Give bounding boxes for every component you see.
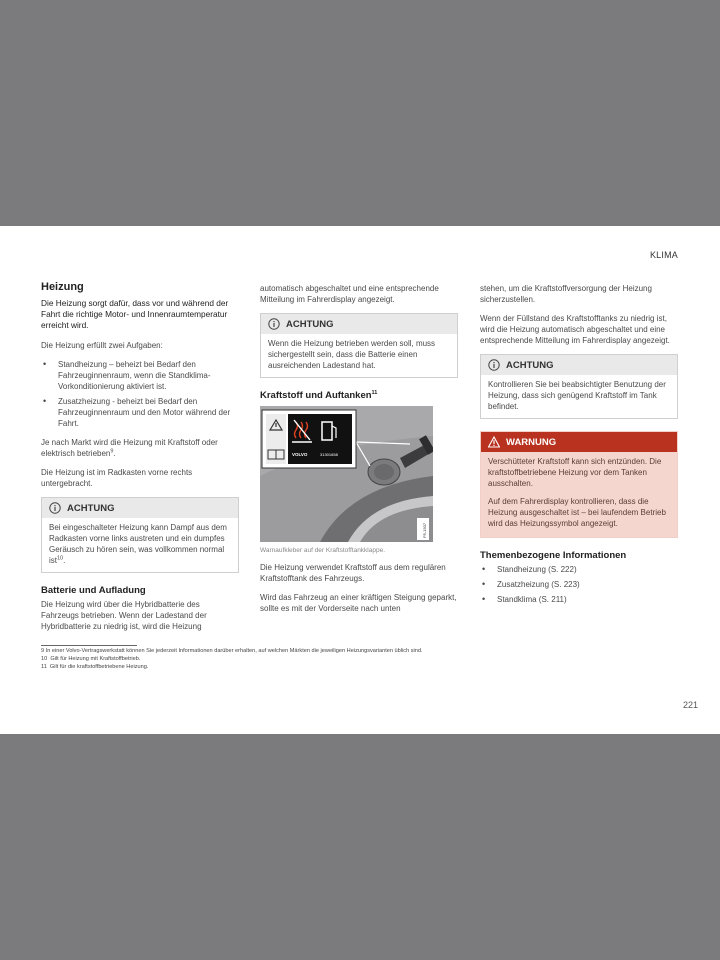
footnote: 10 Gilt für Heizung mit Kraftstoffbetrieb. — [41, 656, 141, 662]
manual-page — [0, 226, 720, 734]
achtung-header — [481, 355, 677, 375]
info-icon — [49, 502, 61, 514]
figure-caption: Warnaufkleber auf der Kraftstofftankklappe. — [260, 547, 386, 554]
achtung-body: Bei eingeschalteter Heizung kann Dampf aus dem Radkasten vorne links austreten und ein dumpfes Geräusch zu hören sein, was vollkommen normal ist$^{10}$. — [49, 523, 227, 565]
achtung-box — [260, 313, 458, 378]
heading-fuel: Kraftstoff und Auftanken$^{11}$ — [260, 389, 378, 401]
intro-paragraph: Die Heizung erfüllt zwei Aufgaben: — [41, 341, 163, 350]
section-label: KLIMA — [649, 250, 678, 260]
footnote-ref[interactable]: 10 — [57, 555, 64, 562]
footnote: 9 In einer Volvo-Vertragswerkstatt können Sie jederzeit Informationen darüber erhalten, auf welchen Märkten die jeweiligen Heizungsvarianten üblich sind. — [41, 648, 423, 654]
related-list — [480, 564, 678, 605]
info-icon — [488, 359, 500, 371]
tank-paragraph: Wenn der Füllstand des Kraftstofftanks zu niedrig ist, wird die Heizung automatisch abgeschaltet und eine entsprechende Mitteilung im Fahrerdisplay angezeigt. — [480, 314, 670, 345]
achtung-body: Wenn die Heizung betrieben werden soll, muss sichergestellt sein, dass die Batterie einen ausreichenden Ladestand hat. — [268, 339, 436, 370]
fuel-paragraph-2: Wird das Fahrzeug an einer kräftigen Steigung geparkt, sollte es mit der Vorderseite nach unten — [260, 593, 457, 613]
image-code: P5-1507 — [422, 522, 427, 538]
heading-heizung: Heizung — [41, 281, 84, 293]
warnung-title: WARNUNG — [506, 436, 557, 448]
related-link[interactable]: • Zusatzheizung (S. 223) — [480, 579, 678, 590]
warnung-text-1: Verschütteter Kraftstoff kann sich entzünden. Die kraftstoffbetriebene Heizung vor dem Tanken ausschalten. — [488, 457, 662, 488]
car-fuel-flap-drawing — [260, 406, 433, 542]
heading-battery: Batterie und Aufladung — [41, 585, 146, 596]
location-paragraph: Die Heizung ist im Radkasten vorne rechts untergebracht. — [41, 468, 193, 488]
achtung-title: ACHTUNG — [506, 359, 554, 371]
column-3 — [480, 283, 678, 613]
warnung-text-2: Auf dem Fahrerdisplay kontrollieren, dass die Heizung ausgeschaltet ist – bei laufendem Betrieb wird das Heizungssymbol angezeigt. — [488, 497, 666, 528]
achtung-title: ACHTUNG — [67, 502, 115, 514]
footnote-ref[interactable]: 11 — [371, 389, 378, 396]
column-2 — [260, 283, 458, 622]
battery-paragraph: Die Heizung wird über die Hybridbatterie des Fahrzeugs betrieben. Wenn der Ladestand der Hybridbatterie zu niedrig ist, wird die Heizung — [41, 600, 207, 631]
market-paragraph: Je nach Markt wird die Heizung mit Kraftstoff oder elektrisch betrieben$^9$. — [41, 438, 218, 458]
footnote-ref[interactable]: 9 — [110, 448, 114, 455]
continued-paragraph: stehen, um die Kraftstoffversorgung der Heizung sicherzustellen. — [480, 284, 652, 304]
fuel-flap-illustration — [260, 406, 433, 542]
task-list — [41, 359, 239, 429]
continued-paragraph: automatisch abgeschaltet und eine entsprechende Mitteilung im Fahrerdisplay angezeigt. — [260, 284, 439, 304]
label-brand: VOLVO — [292, 452, 308, 457]
heading-related: Themenbezogene Informationen — [480, 550, 627, 561]
achtung-box — [480, 354, 678, 419]
warnung-header — [481, 432, 677, 452]
label-number: 31301658 — [320, 452, 338, 457]
achtung-header — [261, 314, 457, 334]
achtung-title: ACHTUNG — [286, 318, 334, 330]
footnote-rule — [41, 645, 137, 646]
column-1 — [41, 281, 239, 640]
fuel-paragraph-1: Die Heizung verwendet Kraftstoff aus dem regulären Kraftstofftank des Fahrzeugs. — [260, 563, 446, 583]
warnung-body — [481, 452, 677, 537]
warnung-box — [480, 431, 678, 538]
related-link[interactable]: • Standheizung (S. 222) — [480, 564, 678, 575]
related-link[interactable]: • Standklima (S. 211) — [480, 594, 678, 605]
footnote: 11 Gilt für die kraftstoffbetriebene Heizung. — [41, 664, 149, 670]
achtung-header — [42, 498, 238, 518]
lead-paragraph: Die Heizung sorgt dafür, dass vor und während der Fahrt die richtige Motor- und Innenraumtemperatur erreicht wird. — [41, 298, 229, 330]
list-item: • Zusatzheizung - beheizt bei Bedarf den Fahrzeuginnenraum und den Motor während der Fahrt. — [41, 396, 239, 429]
achtung-box — [41, 497, 239, 573]
warning-triangle-icon — [488, 436, 500, 448]
achtung-body: Kontrollieren Sie bei beabsichtigter Benutzung der Heizung, dass sich genügend Kraftstoff im Tank befindet. — [488, 380, 666, 411]
list-item: • Standheizung – beheizt bei Bedarf den Fahrzeuginnenraum, wenn die Standklima-Vorkonditionierung aktiviert ist. — [41, 359, 239, 392]
page-number: 221 — [682, 700, 698, 710]
info-icon — [268, 318, 280, 330]
